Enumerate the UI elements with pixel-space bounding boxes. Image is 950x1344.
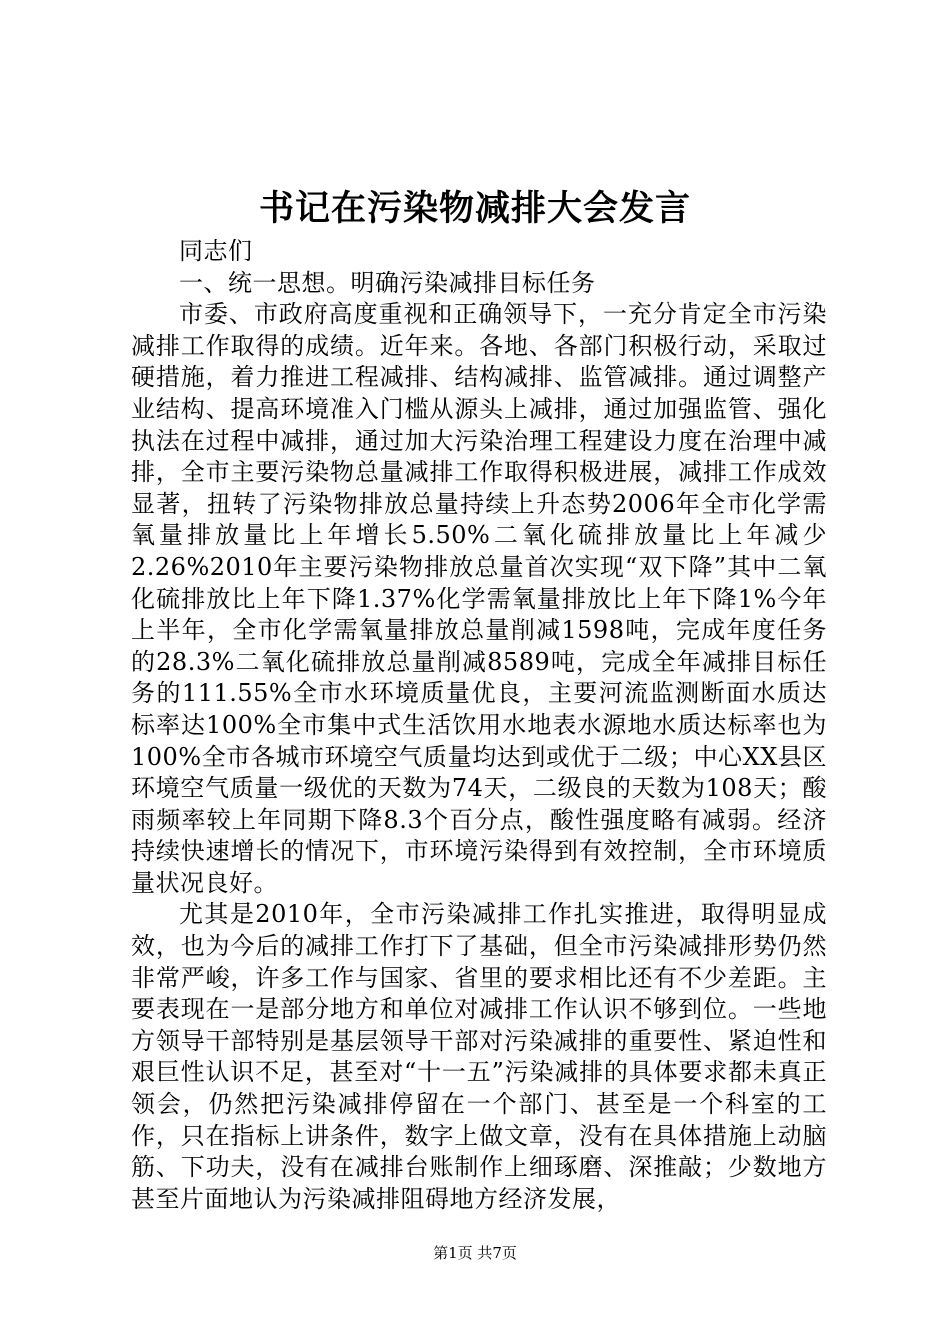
body-paragraph: 市委、市政府高度重视和正确领导下，一充分肯定全市污染减排工作取得的成绩。近年来。各地、各部门积极行动，采取过硬措施，着力推进工程减排、结构减排、监管减排。通过调整产业结构、提高环境准入门槛从源头上减排，通过加强监管、强化执法在过程中减排，通过加大污染治理工程建设力度在治理中减排，全市主要污染物总量减排工作取得积极进展，减排工作成效显著，扭转了污染物排放总量持续上升态势2006年全市化学需氧量排放量比上年增长5.50%二氧化硫排放量比上年减少2.26%2010年主要污染物排放总量首次实现“双下降”其中二氧化硫排放比上年下降1.37%化学需氧量排放比上年下降1%今年上半年，全市化学需氧量排放总量削减1598吨，完成年度任务的28.3%二氧化硫排放总量削减8589吨，完成全年减排目标任务的111.55%全市水环境质量优良，主要河流监测断面水质达标率达100%全市集中式生活饮用水地表水源地水质达标率也为100%全市各城市环境空气质量均达到或优于二级；中心XX县区环境空气质量一级优的天数为74天，二级良的天数为108天；酸雨频率较上年同期下降8.3个百分点，酸性强度略有减弱。经济持续快速增长的情况下，市环境污染得到有效控制，全市环境质量状况良好。: [131, 300, 827, 897]
page-number-footer: 第1页 共7页: [433, 1244, 517, 1262]
document-body: [131, 236, 827, 1215]
body-paragraph: 尤其是2010年，全市污染减排工作扎实推进，取得明显成效，也为今后的减排工作打下了基础，但全市污染减排形势仍然非常严峻，许多工作与国家、省里的要求相比还有不少差距。主要表现在一是部分地方和单位对减排工作认识不够到位。一些地方领导干部特别是基层领导干部对污染减排的重要性、紧迫性和艰巨性认识不足，甚至对“十一五”污染减排的具体要求都未真正领会，仍然把污染减排停留在一个部门、甚至是一个科室的工作，只在指标上讲条件，数字上做文章，没有在具体措施上动脑筋、下功夫，没有在减排台账制作上细琢磨、深推敲；少数地方甚至片面地认为污染减排阻碍地方经济发展，: [131, 900, 827, 1213]
salutation: 同志们: [179, 237, 253, 265]
document-title: 书记在污染物减排大会发言: [258, 188, 691, 229]
section-heading: 一、统一思想。明确污染减排目标任务: [179, 268, 596, 297]
